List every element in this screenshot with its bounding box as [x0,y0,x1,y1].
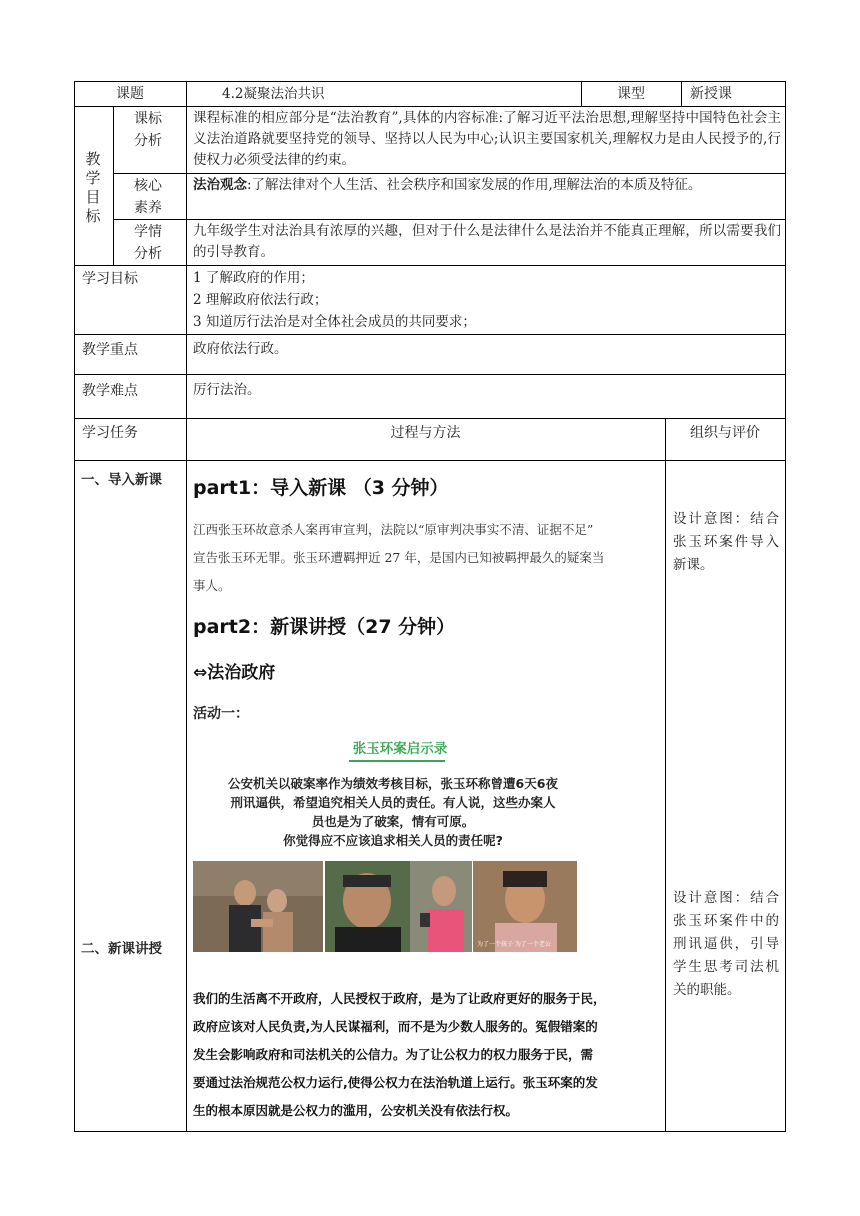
photo-man-face [325,861,410,952]
row-line [74,265,786,266]
evaluation-col-header: 组织与评价 [690,425,760,441]
goal-row-label: 核心素养 [134,178,162,216]
type-label: 课型 [617,86,645,102]
section1-design-note: 设计意图：结合张玉环案件导入新课。 [673,511,779,573]
col-line [665,418,666,1132]
section2-body-line: 生的根本原因就是公权力的滥用，公安机关没有依法行权。 [193,1103,519,1118]
topic-label: 课题 [116,86,144,102]
section2-task-label: 二、新课讲授 [81,941,162,957]
col-line [113,106,114,265]
photo-young-man-phone [410,861,472,952]
section1-line: 宣告张玉环无罪。张玉环遭羁押近 27 年，是国内已知被羁押最久的疑案当 [193,550,605,565]
key-point-label: 教学重点 [82,342,138,358]
activity-label: 活动一： [193,706,249,722]
study-goal-item: 2 理解政府依法行政； [193,292,328,308]
section2-body-line: 我们的生活离不开政府，人民授权于政府，是为了让政府更好的服务于民， [193,991,606,1006]
goal-row-label: 学情分析 [134,224,162,262]
section1-heading: part1：导入新课 （3 分钟） [193,477,449,499]
section1-line: 江西张玉环故意杀人案再审宣判，法院以“原审判决事实不清、证据不足” [193,522,594,537]
figure-title-underline [349,760,445,762]
section2-heading: part2：新课讲授（27 分钟） [193,616,456,638]
col-line [186,106,187,418]
core-literacy-text: :了解法律对个人生活、社会秩序和国家发展的作用,理解法治的本质及特征。 [247,177,702,193]
col-line [681,81,682,106]
figure-title: 张玉环案启示录 [352,741,448,757]
row-line [74,374,786,375]
study-goal-item: 3 知道厉行法治是对全体社会成员的共同要求； [193,314,476,330]
row-line [74,460,786,461]
row-line [74,1131,786,1132]
row-line [74,418,786,419]
row-line [113,219,786,220]
difficulty-text: 厉行法治。 [193,382,261,398]
goal-row-text: 九年级学生对法治具有浓厚的兴趣，但对于什么是法律什么是法治并不能真正理解，所以需要我们的引导教育。 [193,223,781,260]
photo-caption: 为了一个孩子 为了一个老公 [477,941,551,948]
section2-design-note: 设计意图：结合张玉环案件中的刑讯逼供，引导学生思考司法机关的职能。 [673,890,779,998]
section2-body-line: 政府应该对人民负责,为人民谋福利，而不是为少数人服务的。冤假错案的 [193,1019,598,1034]
goal-row-text [193,175,781,196]
section2-body-line: 发生会影响政府和司法机关的公信力。为了让公权力的权力服务于民，需 [193,1047,594,1062]
goals-group-label: 教学目标 [85,150,101,225]
section1-line: 事人。 [193,578,231,593]
figure-text-line: 员也是为了破案，情有可原。 [311,814,475,829]
col-line [186,418,187,1132]
type-value: 新授课 [690,86,732,102]
col-line [186,81,187,106]
goal-row-text: 课程标准的相应部分是“法治教育”,具体的内容标准:了解习近平法治思想,理解坚持中国特色社会主义法治道路就要坚持党的领导、坚持以人民为中心;认识主要国家机关,理解权力是由人民授予的,行使权力必须受法律的约束。 [193,110,781,168]
section2-subheading: ⇔法治政府 [193,663,276,683]
topic-value: 4.2凝聚法治共识 [222,86,325,102]
section2-body-line: 要通过法治规范公权力运行,使得公权力在法治轨道上运行。张玉环案的发 [193,1075,598,1090]
key-point-text: 政府依法行政。 [193,341,288,357]
study-goal-item: 1 了解政府的作用； [193,270,314,286]
figure-text-line: 你觉得应不应该追求相关人员的责任呢? [283,833,503,848]
table-border-right [785,81,786,1132]
core-literacy-lead: 法治观念 [193,177,247,193]
figure-text-line: 刑讯逼供，希望追究相关人员的责任。有人说，这些办案人 [230,795,556,810]
row-line [74,81,786,82]
table-border-left [74,81,75,1132]
process-col-header: 过程与方法 [390,425,461,441]
row-line [113,173,786,174]
difficulty-label: 教学难点 [82,383,138,399]
section1-task-label: 一、导入新课 [81,472,162,488]
study-goals-label: 学习目标 [82,271,138,287]
figure-text-line: 公安机关以破案率作为绩效考核目标，张玉环称曾遭6天6夜 [228,776,558,791]
row-line [74,334,786,335]
photo-woman-speaking [473,861,577,952]
goal-row-label: 课标分析 [134,111,162,149]
task-col-header: 学习任务 [82,425,138,441]
row-line [74,106,786,107]
photo-couple-embrace [193,861,323,952]
